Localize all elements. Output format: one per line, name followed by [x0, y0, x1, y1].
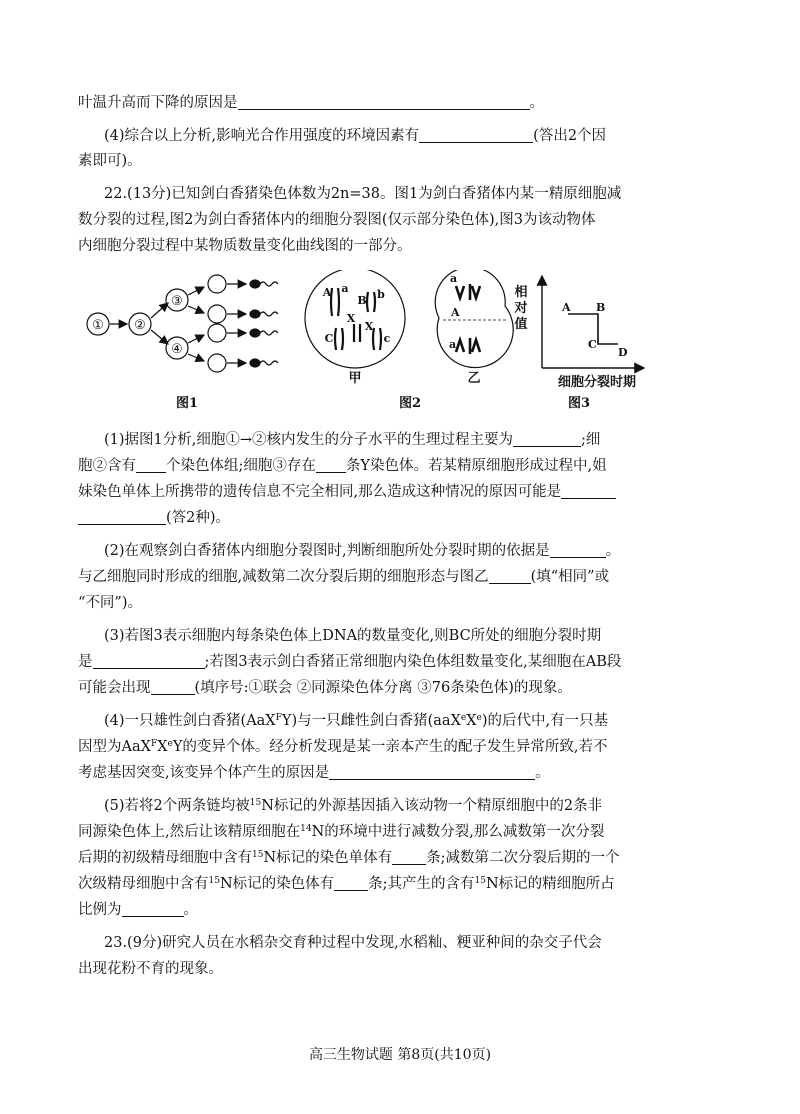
answer-blank[interactable]	[316, 457, 346, 473]
figure-3-graph	[513, 276, 644, 390]
point-label: C	[588, 338, 597, 351]
sperm-icon	[250, 280, 278, 367]
gene-label: a	[341, 282, 349, 295]
gene-label: A	[451, 306, 460, 319]
answer-blank[interactable]	[238, 94, 530, 110]
gene-label: b	[377, 288, 385, 301]
point-label: B	[596, 301, 606, 314]
cell-jia-label: 甲	[348, 371, 362, 386]
text-line: 考虑基因突变,该变异个体产生的原因是 。	[78, 765, 550, 781]
text-line: 数分裂的过程,图2为剑白香猪体内的细胞分裂图(仅示部分染色体),图3为该动物体	[78, 212, 596, 228]
text-line: 比例为 。	[78, 902, 198, 918]
text-line: 妹染色单体上所携带的遗传信息不完全相同,那么造成这种情况的原因可能是	[78, 482, 616, 502]
figures-row	[78, 270, 728, 420]
text-line: (4)综合以上分析,影响光合作用强度的环境因素有 (答出2个因	[104, 128, 607, 144]
text-line: 是 ;若图3表示剑白香猪正常细胞内染色体组数量变化,某细胞在AB段	[78, 654, 622, 670]
figure-1-caption: 图1	[176, 396, 199, 411]
figure-2-caption: 图2	[399, 396, 422, 411]
question-22-intro: 22.(13分)已知剑白香猪染色体数为2n=38。图1为剑白香猪体内某一精原细胞减	[104, 186, 622, 202]
page-footer: 高三生物试题 第8页(共10页)	[308, 1047, 492, 1063]
answer-blank[interactable]	[489, 568, 531, 584]
question-23-intro: 23.(9分)研究人员在水稻杂交育种过程中发现,水稻籼、粳亚种间的杂交子代会	[104, 935, 602, 951]
cell-label: ②	[134, 318, 146, 333]
point-label: D	[618, 346, 628, 359]
answer-blank[interactable]	[93, 653, 205, 669]
axis-label-char: 值	[514, 317, 528, 332]
answer-blank[interactable]	[122, 901, 184, 917]
gene-label: A	[322, 286, 332, 299]
figure-1-diagram	[87, 275, 278, 372]
figure-3-caption: 图3	[568, 396, 591, 411]
text-line: (答2种)。	[78, 508, 230, 528]
text-line: 因型为AaX$^F$XeY的变异个体。经分析发现是某一亲本产生的配子发生异常所致,若不	[78, 739, 608, 755]
axis-label-char: 对	[514, 301, 528, 316]
answer-blank[interactable]	[334, 875, 368, 891]
text-line: 同源染色体上,然后让该精原细胞在$^{14}$N的环境中进行减数分裂,那么减数第一次分裂	[78, 824, 605, 840]
text-line: 次级精母细胞中含有$^{15}$N标记的染色体有 条;其产生的含有$^{15}$N标记的精细胞所占	[78, 876, 615, 892]
gene-label: B	[357, 294, 367, 307]
question-22-4: (4)一只雄性剑白香猪(AaX$^F$Y)与一只雌性剑白香猪(aaX$^e$Xe)的后代中,有一只基	[104, 713, 609, 729]
gene-label: X	[364, 320, 374, 333]
text-line: 素即可)。	[78, 153, 142, 169]
cell-label: ①	[92, 318, 104, 333]
gene-label: a	[449, 338, 457, 351]
cell-label: ③	[171, 294, 183, 309]
text-line: 后期的初级精母细胞中含有$^{15}$N标记的染色单体有 条;减数第二次分裂后期的一个	[78, 850, 620, 866]
question-22-3: (3)若图3表示细胞内每条染色体上DNA的数量变化,则BC所处的细胞分裂时期	[104, 628, 602, 644]
answer-blank[interactable]	[136, 457, 166, 473]
gene-label: C	[324, 332, 334, 345]
gene-label: X	[346, 312, 356, 325]
question-22-5: (5)若将2个两条链均被$^{15}$N标记的外源基因插入该动物一个精原细胞中的2条非	[104, 798, 603, 814]
cell-label: ④	[171, 342, 183, 357]
axis-label-char: 相	[514, 285, 528, 300]
text-line: 可能会出现 (填序号:①联会 ②同源染色体分离 ③76条染色体)的现象。	[78, 680, 572, 696]
question-22-2: (2)在观察剑白香猪体内细胞分裂图时,判断细胞所处分裂时期的依据是 。	[104, 543, 621, 559]
gene-label: a	[450, 272, 458, 285]
text-line: “不同”)。	[78, 595, 142, 611]
text-line: 叶温升高而下降的原因是 。	[78, 95, 544, 111]
figure-2-cell-jia	[305, 270, 405, 368]
text-line: 出现花粉不育的现象。	[78, 961, 223, 977]
cell-yi-label: 乙	[467, 371, 481, 386]
figure-2-cell-yi	[435, 270, 513, 368]
question-22-1: (1)据图1分析,细胞①→②核内发生的分子水平的生理过程主要为 ;细	[104, 432, 601, 448]
x-axis-label: 细胞分裂时期	[557, 375, 637, 390]
answer-blank[interactable]	[78, 509, 166, 525]
answer-blank[interactable]	[329, 764, 535, 780]
answer-blank[interactable]	[550, 542, 606, 558]
answer-blank[interactable]	[419, 127, 533, 143]
answer-blank[interactable]	[513, 431, 581, 447]
answer-blank[interactable]	[151, 679, 195, 695]
answer-blank[interactable]	[561, 483, 616, 499]
answer-blank[interactable]	[392, 849, 426, 865]
text-line: 内细胞分裂过程中某物质数量变化曲线图的一部分。	[78, 238, 412, 254]
point-label: A	[562, 301, 571, 314]
gene-label: c	[383, 332, 391, 345]
text-line: 与乙细胞同时形成的细胞,减数第二次分裂后期的细胞形态与图乙 (填“相同”或	[78, 569, 610, 585]
text-line: 胞②含有 个染色体组;细胞③存在 条Y染色体。若某精原细胞形成过程中,姐	[78, 458, 607, 474]
